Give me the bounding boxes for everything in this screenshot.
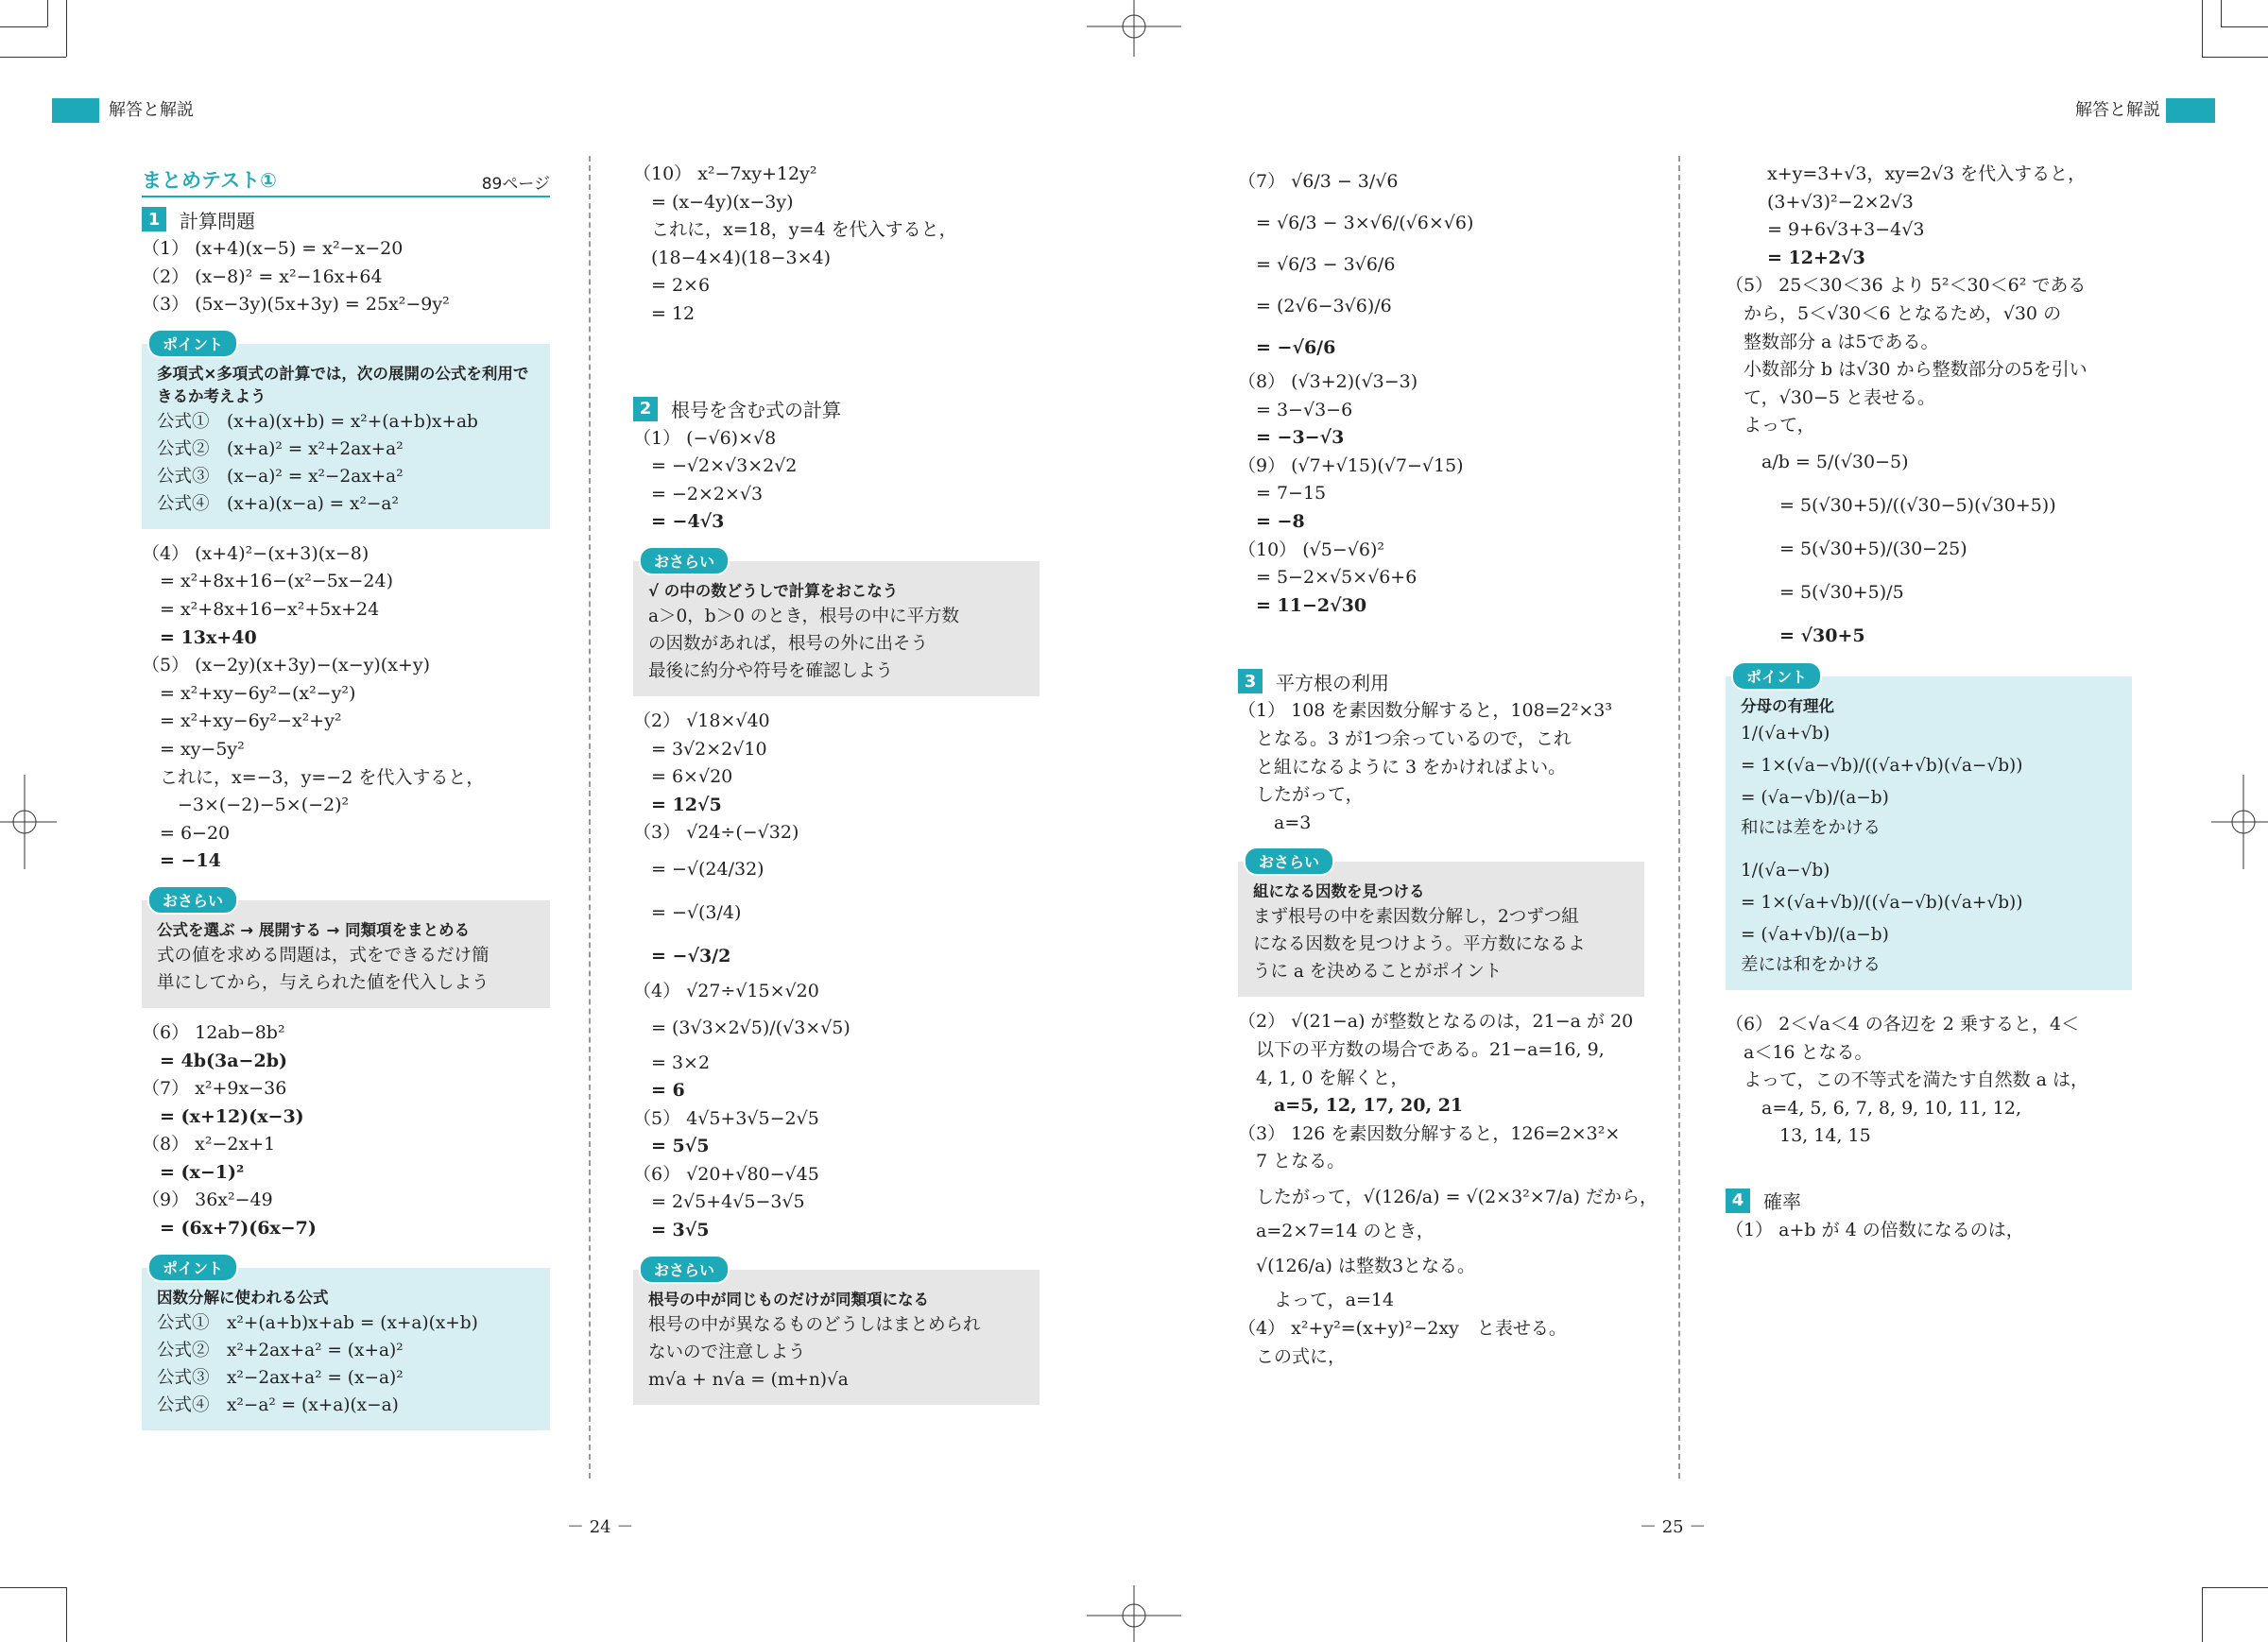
review-line: 根号の中が異なるものどうしはまとめられ [648, 1314, 981, 1335]
answer-line: 整数部分 a は5である。 [1726, 331, 1939, 352]
point-tag: ポイント [1731, 661, 1822, 691]
answer-line: = (x−4y)(x−3y) [633, 191, 794, 213]
answer-line: （1） (−√6)×√8 [633, 427, 777, 449]
answer-line: 4, 1, 0 を解くと， [1238, 1067, 1409, 1088]
answer-line: これに，x=18，y=4 を代入すると， [633, 219, 957, 241]
crop-mark [0, 1587, 66, 1588]
formula-line: 公式② (x+a)² = x²+2ax+a² [157, 438, 404, 459]
point-tag: ポイント [147, 1253, 238, 1282]
review-line: a＞0，b＞0 のとき，根号の中に平方数 [648, 606, 960, 626]
formula-line: = (√a−√b)/(a−b) [1741, 787, 1889, 808]
answer-line: （1） 108 を素因数分解すると，108=2²×3³ [1238, 700, 1612, 722]
formula-line: = 1×(√a+√b)/((√a−√b)(√a+√b)) [1741, 892, 2023, 913]
answer-line: = −√2×√3×2√2 [633, 455, 798, 477]
answer-line: 13, 14, 15 [1726, 1125, 1871, 1147]
answer-line: = 2×6 [633, 275, 711, 297]
answer-line: x+y=3+√3，xy=2√3 を代入すると， [1767, 163, 2087, 184]
section-title: 根号を含む式の計算 [671, 399, 841, 422]
formula-line: 公式② x²+2ax+a² = (x+a)² [157, 1340, 404, 1360]
answer-line: よって，この不等式を満たす自然数 a は， [1726, 1069, 2089, 1091]
answer-line: （3） 126 を素因数分解すると，126=2×3²× [1238, 1122, 1621, 1144]
answer-line: = −√6/6 [1238, 337, 1336, 358]
crop-mark [2202, 57, 2268, 58]
answer-line: = 12+2√3 [1767, 247, 1865, 268]
header-bar-left [52, 98, 99, 123]
point-tag: ポイント [147, 329, 238, 358]
section-number: 4 [1726, 1189, 1750, 1213]
crop-mark [47, 0, 48, 26]
answer-line: = 6 [633, 1080, 685, 1102]
answer-line: = x²+8x+16−x²+5x+24 [142, 598, 380, 620]
point-box [142, 334, 550, 529]
crop-mark [2221, 26, 2268, 27]
answer-line: （6） √20+√80−√45 [633, 1163, 819, 1185]
answer-line: （1） a+b が 4 の倍数になるのは， [1726, 1219, 2024, 1240]
review-box [1238, 853, 1644, 997]
answer-line: 小数部分 b は√30 から整数部分の5を引い [1726, 359, 2088, 381]
answer-line: = 3−√3−6 [1238, 399, 1353, 420]
answer-line: （6） 12ab−8b² [142, 1021, 285, 1043]
answer-line: = 13x+40 [142, 626, 257, 648]
crop-mark [66, 1587, 67, 1642]
answer-line: a=5, 12, 17, 20, 21 [1238, 1095, 1464, 1117]
answer-line: = 4b(3a−2b) [142, 1050, 287, 1071]
answer-line: = 5(√30+5)/5 [1726, 581, 1904, 603]
answer-line: = √6/3 − 3√6/6 [1238, 254, 1396, 275]
answer-line: = √6/3 − 3×√6/(√6×√6) [1238, 213, 1474, 233]
answer-line: = (3√3×2√5)/(√3×√5) [633, 1017, 850, 1038]
point-heading: 多項式×多項式の計算では，次の展開の公式を利用できるか考えよう [157, 364, 529, 405]
test-title: まとめテスト① [142, 169, 277, 192]
column-3 [1238, 161, 1658, 1371]
answer-line: = 5(√30+5)/((√30−5)(√30+5)) [1726, 494, 2056, 516]
point-heading: 因数分解に使われる公式 [157, 1288, 329, 1307]
crop-mark [2202, 1587, 2203, 1642]
answer-line: = 3×2 [633, 1052, 711, 1073]
answer-line: = 7−15 [1238, 483, 1327, 505]
answer-line: （8） (√3+2)(√3−3) [1238, 371, 1418, 392]
answer-line: a/b = 5/(√30−5) [1726, 451, 1909, 472]
point-heading: 分母の有理化 [1741, 696, 1834, 715]
answer-line: （5） 25＜30＜36 より 5²＜30＜6² である [1726, 275, 2087, 297]
answer-line: （5） 4√5+3√5−2√5 [633, 1107, 819, 1129]
answer-line: = −2×2×√3 [633, 483, 764, 505]
answer-line: = x²+xy−6y²−(x²−y²) [142, 682, 356, 704]
answer-line: この式に， [1238, 1345, 1347, 1367]
answer-line: = xy−5y² [142, 738, 245, 760]
formula-line: 公式③ x²−2ax+a² = (x−a)² [157, 1367, 404, 1388]
point-box [142, 1258, 550, 1430]
answer-line: 7 となる。 [1238, 1151, 1346, 1172]
review-box [142, 891, 550, 1008]
answer-line: = x²+xy−6y²−x²+y² [142, 710, 342, 732]
answer-line: と組になるように 3 をかければよい。 [1238, 756, 1567, 778]
answer-line: 以下の平方数の場合である。21−a=16, 9, [1238, 1038, 1605, 1060]
review-line: の因数があれば，根号の外に出そう [648, 633, 929, 654]
review-line: になる因数を見つけよう。平方数になるよ [1253, 934, 1586, 955]
answer-line: したがって， [1238, 784, 1364, 806]
answer-line: = 12√5 [633, 794, 722, 815]
answer-line: = (6x+7)(6x−7) [142, 1218, 317, 1240]
review-line: 最後に約分や符号を確認しよう [648, 660, 894, 681]
answer-line: √(126/a) は整数3となる。 [1238, 1256, 1476, 1277]
answer-line: （4） (x+4)²−(x+3)(x−8) [142, 542, 369, 564]
answer-line: から，5＜√30＜6 となるため，√30 の [1726, 302, 2062, 324]
formula-line: 公式① (x+a)(x+b) = x²+(a+b)x+ab [157, 411, 478, 432]
section-number: 3 [1238, 669, 1263, 693]
answer-line: （10） x²−7xy+12y² [633, 163, 817, 184]
answer-line: = (x−1)² [142, 1161, 245, 1183]
answer-line: = −4√3 [633, 511, 725, 533]
column-2 [633, 161, 1040, 1416]
answer-line: （10） (√5−√6)² [1238, 539, 1384, 560]
answer-line: （2） (x−8)² = x²−16x+64 [142, 265, 383, 287]
crop-mark [2202, 1587, 2268, 1588]
review-heading: 組になる因数を見つける [1253, 882, 1425, 901]
crop-mark [2221, 0, 2222, 26]
review-heading: 公式を選ぶ → 展開する → 同類項をまとめる [157, 920, 471, 939]
answer-line: = −3−√3 [1238, 427, 1345, 449]
crop-mark [66, 0, 67, 57]
answer-line: = 3√2×2√10 [633, 738, 767, 760]
review-line: まず根号の中を素因数分解し，2つずつ組 [1253, 907, 1579, 928]
answer-line: = 6−20 [142, 822, 231, 844]
answer-line: = 12 [633, 302, 696, 324]
review-tag: おさらい [639, 546, 730, 575]
answer-line: （9） 36x²−49 [142, 1189, 273, 1211]
answer-line: = −14 [142, 850, 221, 872]
answer-line: = √30+5 [1726, 624, 1865, 646]
crop-mark [0, 57, 66, 58]
answer-line: よって， [1726, 415, 1815, 436]
answer-line: a=4, 5, 6, 7, 8, 9, 10, 11, 12, [1726, 1097, 2021, 1119]
section-title: 計算問題 [180, 209, 255, 232]
point-note: 和には差をかける [1741, 817, 1881, 838]
answer-line: = −8 [1238, 510, 1305, 532]
column-4 [1726, 161, 2132, 1245]
formula-line: 公式③ (x−a)² = x²−2ax+a² [157, 466, 404, 487]
answer-line: −3×(−2)−5×(−2)² [142, 795, 350, 816]
answer-line: （7） x²+9x−36 [142, 1078, 287, 1100]
answer-line: = 9+6√3+3−4√3 [1767, 219, 1925, 241]
header-bar-right [2166, 98, 2215, 123]
formula-line: 公式④ (x+a)(x−a) = x²−a² [157, 493, 399, 514]
answer-line: （9） (√7+√15)(√7−√15) [1238, 454, 1464, 476]
answer-line: て，√30−5 と表せる。 [1726, 386, 1935, 408]
section-heading [142, 203, 550, 235]
page-number-left: － 24 － [567, 1517, 634, 1537]
formula-line: 1/(√a−√b) [1741, 860, 1830, 881]
formula-line: 1/(√a+√b) [1741, 723, 1830, 744]
column-1 [142, 165, 550, 1442]
review-box [633, 1260, 1040, 1405]
answer-line: = 2√5+4√5−3√5 [633, 1191, 805, 1213]
section-title: 確率 [1763, 1190, 1801, 1214]
answer-line: = 11−2√30 [1238, 594, 1367, 616]
crop-mark [2202, 0, 2203, 57]
answer-line: （2） √(21−a) が整数となるのは，21−a が 20 [1238, 1011, 1634, 1033]
answer-line: （3） √24÷(−√32) [633, 822, 799, 844]
section-heading [633, 393, 1040, 425]
column-divider [589, 156, 591, 1479]
section-title: 平方根の利用 [1276, 671, 1389, 694]
answer-line: （3） (5x−3y)(5x+3y) = 25x²−9y² [142, 294, 450, 316]
answer-line: a=2×7=14 のとき， [1238, 1220, 1435, 1241]
header-left: 解答と解説 [109, 100, 194, 120]
review-line: 単にしてから，与えられた値を代入しよう [157, 972, 490, 993]
section-heading [1238, 665, 1644, 697]
answer-line: （1） (x+4)(x−5) = x²−x−20 [142, 238, 404, 259]
answer-line: となる。3 が1つ余っているので，これ [1238, 727, 1572, 749]
review-line: m√a + n√a = (m+n)√a [648, 1369, 849, 1390]
test-title-row [142, 165, 550, 197]
registration-mark-left [0, 775, 57, 869]
answer-line: = −√(24/32) [633, 858, 765, 880]
review-line: 式の値を求める問題は，式をできるだけ簡 [157, 945, 490, 966]
answer-line: （7） √6/3 − 3/√6 [1238, 171, 1399, 192]
answer-line: = (x+12)(x−3) [142, 1105, 304, 1127]
review-tag: おさらい [1244, 847, 1334, 876]
answer-line: よって，a=14 [1238, 1290, 1395, 1311]
page-number-right: － 25 － [1640, 1517, 1707, 1537]
answer-line: = 3√5 [633, 1220, 710, 1241]
answer-line: a＜16 となる。 [1726, 1041, 1873, 1063]
formula-line: 公式① x²+(a+b)x+ab = (x+a)(x+b) [157, 1312, 478, 1333]
review-tag: おさらい [147, 885, 238, 915]
formula-line: 公式④ x²−a² = (x+a)(x−a) [157, 1394, 399, 1415]
formula-line: = (√a+√b)/(a−b) [1741, 924, 1889, 945]
answer-line: = −√3/2 [633, 945, 731, 966]
review-line: ないので注意しよう [648, 1342, 806, 1362]
answer-line: = (2√6−3√6)/6 [1238, 296, 1392, 316]
section-number: 2 [633, 397, 658, 421]
answer-line: （6） 2＜√a＜4 の各辺を 2 乗すると，4＜ [1726, 1013, 2080, 1035]
answer-line: = −√(3/4) [633, 901, 742, 923]
review-heading: √ の中の数どうしで計算をおこなう [648, 581, 899, 600]
answer-line: （5） (x−2y)(x+3y)−(x−y)(x+y) [142, 655, 431, 676]
answer-line: = 5(√30+5)/(30−25) [1726, 538, 1967, 559]
column-divider [1678, 156, 1680, 1479]
answer-line: （2） √18×√40 [633, 710, 770, 731]
answer-line: = 6×√20 [633, 766, 733, 788]
answer-line: したがって，√(126/a) = √(2×3²×7/a) だから， [1238, 1186, 1658, 1207]
formula-line: = 1×(√a−√b)/((√a+√b)(√a−√b)) [1741, 755, 2023, 776]
review-tag: おさらい [639, 1255, 730, 1284]
point-box [1726, 667, 2132, 990]
answer-line: (3+√3)²−2×2√3 [1767, 191, 1914, 213]
answer-line: これに，x=−3，y=−2 を代入すると， [142, 766, 485, 788]
section-heading [1726, 1185, 2132, 1217]
answer-line: （8） x²−2x+1 [142, 1134, 276, 1155]
page-reference: 89ページ [481, 175, 550, 194]
answer-line: = 5√5 [633, 1136, 710, 1157]
answer-line: （4） √27÷√15×√20 [633, 980, 819, 1001]
point-note: 差には和をかける [1741, 954, 1881, 975]
registration-mark-right [2211, 775, 2268, 869]
review-heading: 根号の中が同じものだけが同類項になる [648, 1290, 929, 1308]
review-box [633, 552, 1040, 696]
crop-mark [0, 26, 47, 27]
answer-line: = 5−2×√5×√6+6 [1238, 567, 1418, 589]
answer-line: = x²+8x+16−(x²−5x−24) [142, 571, 394, 592]
review-line: うに a を決めることがポイント [1253, 962, 1503, 983]
section-number: 1 [142, 207, 166, 231]
registration-mark-bottom [1087, 1585, 1181, 1642]
answer-line: a=3 [1238, 812, 1312, 833]
header-right: 解答と解説 [2075, 100, 2160, 120]
answer-line: (18−4×4)(18−3×4) [633, 247, 832, 268]
registration-mark-top [1087, 0, 1181, 57]
answer-line: （4） x²+y²=(x+y)²−2xy と表せる。 [1238, 1318, 1567, 1340]
